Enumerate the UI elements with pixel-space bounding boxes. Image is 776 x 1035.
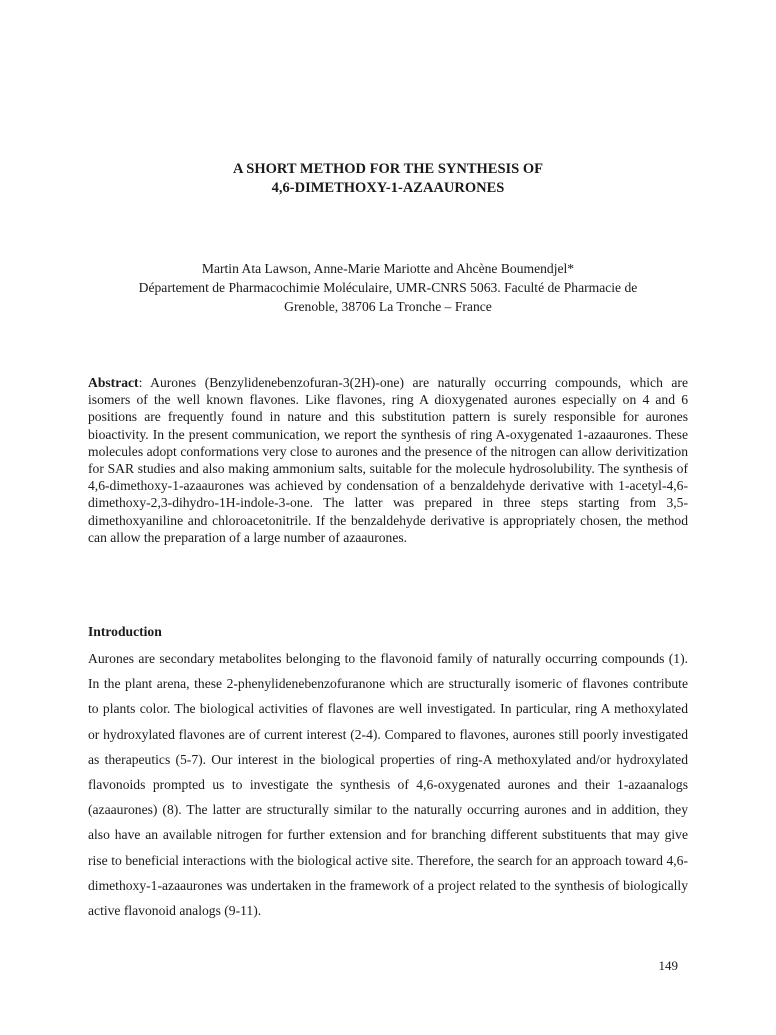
page-number: 149 <box>658 958 678 973</box>
abstract-label: Abstract <box>88 375 139 390</box>
section-heading-introduction: Introduction <box>88 624 162 639</box>
abstract-text: : Aurones (Benzylidenebenzofuran-3(2H)-one) are naturally occurring compounds, which are isomers of the well known flavones. Like flavones, ring A dioxygenated aurones especially on 4 and 6 positions are frequently found in nature and this substitution pattern is surely responsible for aurones bioactivity. In the present communication, we report the synthesis of ring A-oxygenated 1-azaaurones. These molecules adopt conformations very close to aurones and the presence of the nitrogen can allow derivitization for SAR studies and also making ammonium salts, suitable for the molecule hydrosolubility. The synthesis of 4,6-dimethoxy-1-azaaurones was achieved by condensation of a benzaldehyde derivative with 1-acetyl-4,6-dimethoxy-2,3-dihydro-1H-indole-3-one. The latter was prepared in three steps starting from 3,5-dimethoxyaniline and chloroacetonitrile. If the benzaldehyde derivative is appropriately chosen, the method can allow the preparation of a large number of azaaurones. <box>88 375 688 545</box>
introduction-paragraph: Aurones are secondary metabolites belonging to the flavonoid family of naturally occurring compounds (1). In the plant arena, these 2-phenylidenebenzofuranone which are structurally isomeric of flavones contribute to plants color. The biological activities of flavones are well investigated. In particular, ring A methoxylated or hydroxylated flavones are of current interest (2-4). Compared to flavones, aurones still poorly investigated as therapeutics (5-7). Our interest in the biological properties of ring-A methoxylated and/or hydroxylated flavonoids prompted us to investigate the synthesis of 4,6-oxygenated aurones and their 1-azaanalogs (azaaurones) (8). The latter are structurally similar to the naturally occurring aurones and in addition, they also have an available nitrogen for further extension and for branching different substituents that may give rise to beneficial interactions with the biological active site. Therefore, the search for an approach toward 4,6-dimethoxy-1-azaaurones was undertaken in the framework of a project related to the synthesis of biologically active flavonoid analogs (9-11). <box>88 651 688 919</box>
affiliation-line-2: Grenoble, 38706 La Tronche – France <box>284 299 492 314</box>
abstract <box>88 374 688 546</box>
title-line-2: 4,6-DIMETHOXY-1-AZAAURONES <box>271 180 505 196</box>
author-block <box>88 259 688 316</box>
title-line-1: A SHORT METHOD FOR THE SYNTHESIS OF <box>233 161 543 177</box>
affiliation-line-1: Département de Pharmacochimie Moléculaire, UMR-CNRS 5063. Faculté de Pharmacie de <box>138 280 638 295</box>
authors: Martin Ata Lawson, Anne-Marie Mariotte and Ahcène Boumendjel* <box>201 261 575 276</box>
paper-title <box>88 160 688 198</box>
